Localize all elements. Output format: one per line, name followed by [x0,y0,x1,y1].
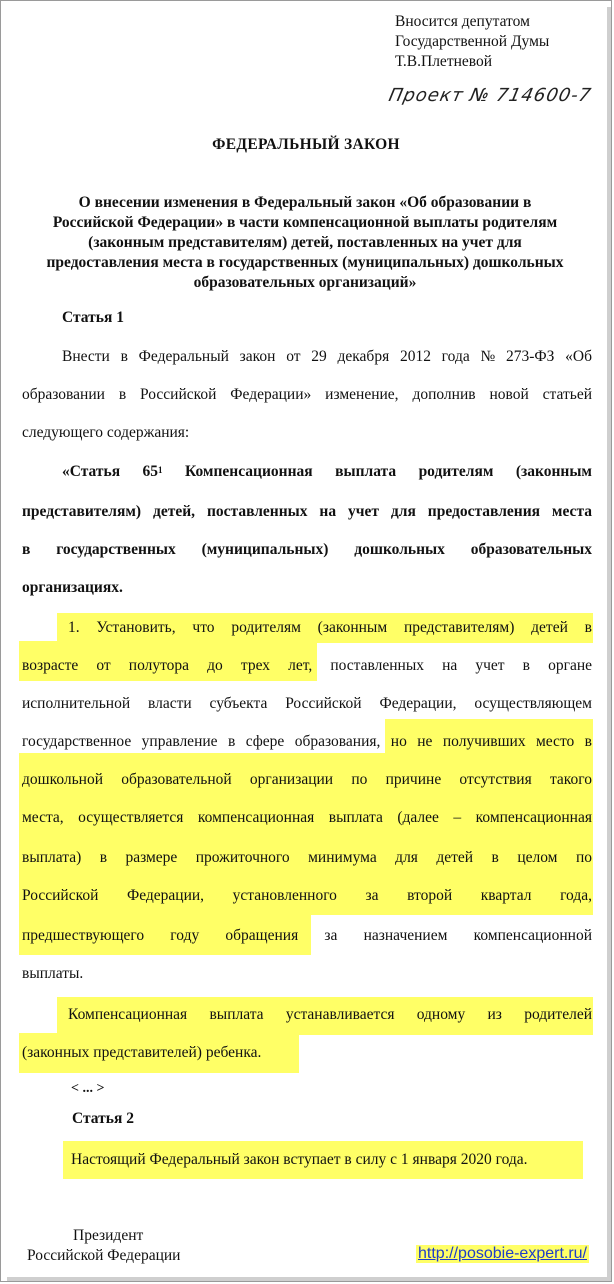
point1-text: места, осуществляется компенсационная выплата (далее – компенсационная [22,809,592,826]
handwritten-project-number: Проект № 714600-7 [386,85,594,106]
signature-title-line2: Российской Федерации [27,1247,181,1264]
new-article-heading-line [22,501,592,523]
point1-text: предшествующего году обращения за назначением компенсационной [22,927,592,944]
point1-text: выплаты. [22,965,84,982]
document-title: ФЕДЕРАЛЬНЫЙ ЗАКОН [212,136,400,153]
signature-title-line1: Президент [73,1227,144,1244]
article2-text: Настоящий Федеральный закон вступает в силу с 1 января 2020 года. [71,1151,528,1168]
point1-line [22,807,592,829]
subtitle-line: (законным представителям) детей, поставленных на учет для [88,234,522,251]
point1-text: выплата) в размере прожиточного минимума для детей в целом по [22,849,592,866]
point1-line [22,925,592,947]
page-shadow-bottom [7,1277,611,1281]
article1-intro-line [22,384,592,406]
point1-text: возрасте от полутора до трех лет, поставленных на учет в органе [22,657,592,674]
point1-line [22,693,592,715]
new-article-text: в государственных (муниципальных) дошкольных образовательных [22,541,592,558]
point1-line [22,769,592,791]
omission-marker: < ... > [71,1081,105,1096]
point2-text: (законных представителей) ребенка. [22,1044,262,1061]
point1-text: Российской Федерации, установленного за второй квартал года, [22,887,592,904]
point2-line [22,1042,592,1064]
new-article-line1 [22,461,592,483]
point1-line [22,847,592,869]
article1-intro-line [22,346,592,368]
article1-intro-line [22,422,592,444]
point1-line [22,617,592,639]
point2-line [22,1004,592,1026]
point1-text: государственное управление в сфере образования, но не получивших место в [22,733,592,750]
new-article-sup: 1 [158,465,163,475]
point1-line [22,655,592,677]
point1-text: дошкольной образовательной организации по причине отсутствия такого [22,771,592,788]
intro-text: Внести в Федеральный закон от 29 декабря 2012 года № 273-ФЗ «Об [62,348,592,365]
subtitle-line: Российской Федерации» в части компенсационной выплаты родителям [52,214,558,231]
new-article-title: Компенсационная выплата родителям (законным [162,463,592,480]
point1-text: исполнительной власти субъекта Российской Федерации, осуществляющем [22,695,592,712]
article1-heading: Статья 1 [62,309,124,326]
new-article-text: организациях. [22,579,123,596]
new-article-heading-line [22,461,592,483]
intro-text: следующего содержания: [22,424,190,441]
subtitle-line: предоставления места в государственных (муниципальных) дошкольных [46,254,564,271]
new-article-text: представителям) детей, поставленных на учет для предоставления места [22,503,592,520]
point1-text: 1. Установить, что родителям (законным представителям) детей в [68,619,592,636]
submitted-by-line-3: Т.В.Плетневой [395,53,493,70]
document-subtitle [1,193,609,293]
article2-heading: Статья 2 [72,1110,134,1127]
point1-line [22,963,592,985]
new-article-prefix: «Статья 65 [62,463,159,480]
new-article-heading-line [22,539,592,561]
intro-text: образовании в Российской Федерации» изменение, дополнив новой статьей [22,386,592,403]
new-article-heading-line [22,577,592,599]
point1-line [22,885,592,907]
point2-text: Компенсационная выплата устанавливается одному из родителей [68,1006,592,1023]
point1-line [22,731,592,753]
submitted-by-line-2: Государственной Думы [395,33,550,50]
source-link[interactable]: http://posobie-expert.ru/ [418,1245,587,1262]
subtitle-line: О внесении изменения в Федеральный закон «Об образовании в [78,194,532,211]
submitted-by-line-1: Вносится депутатом [395,13,530,30]
subtitle-line: образовательных организаций» [193,274,417,291]
